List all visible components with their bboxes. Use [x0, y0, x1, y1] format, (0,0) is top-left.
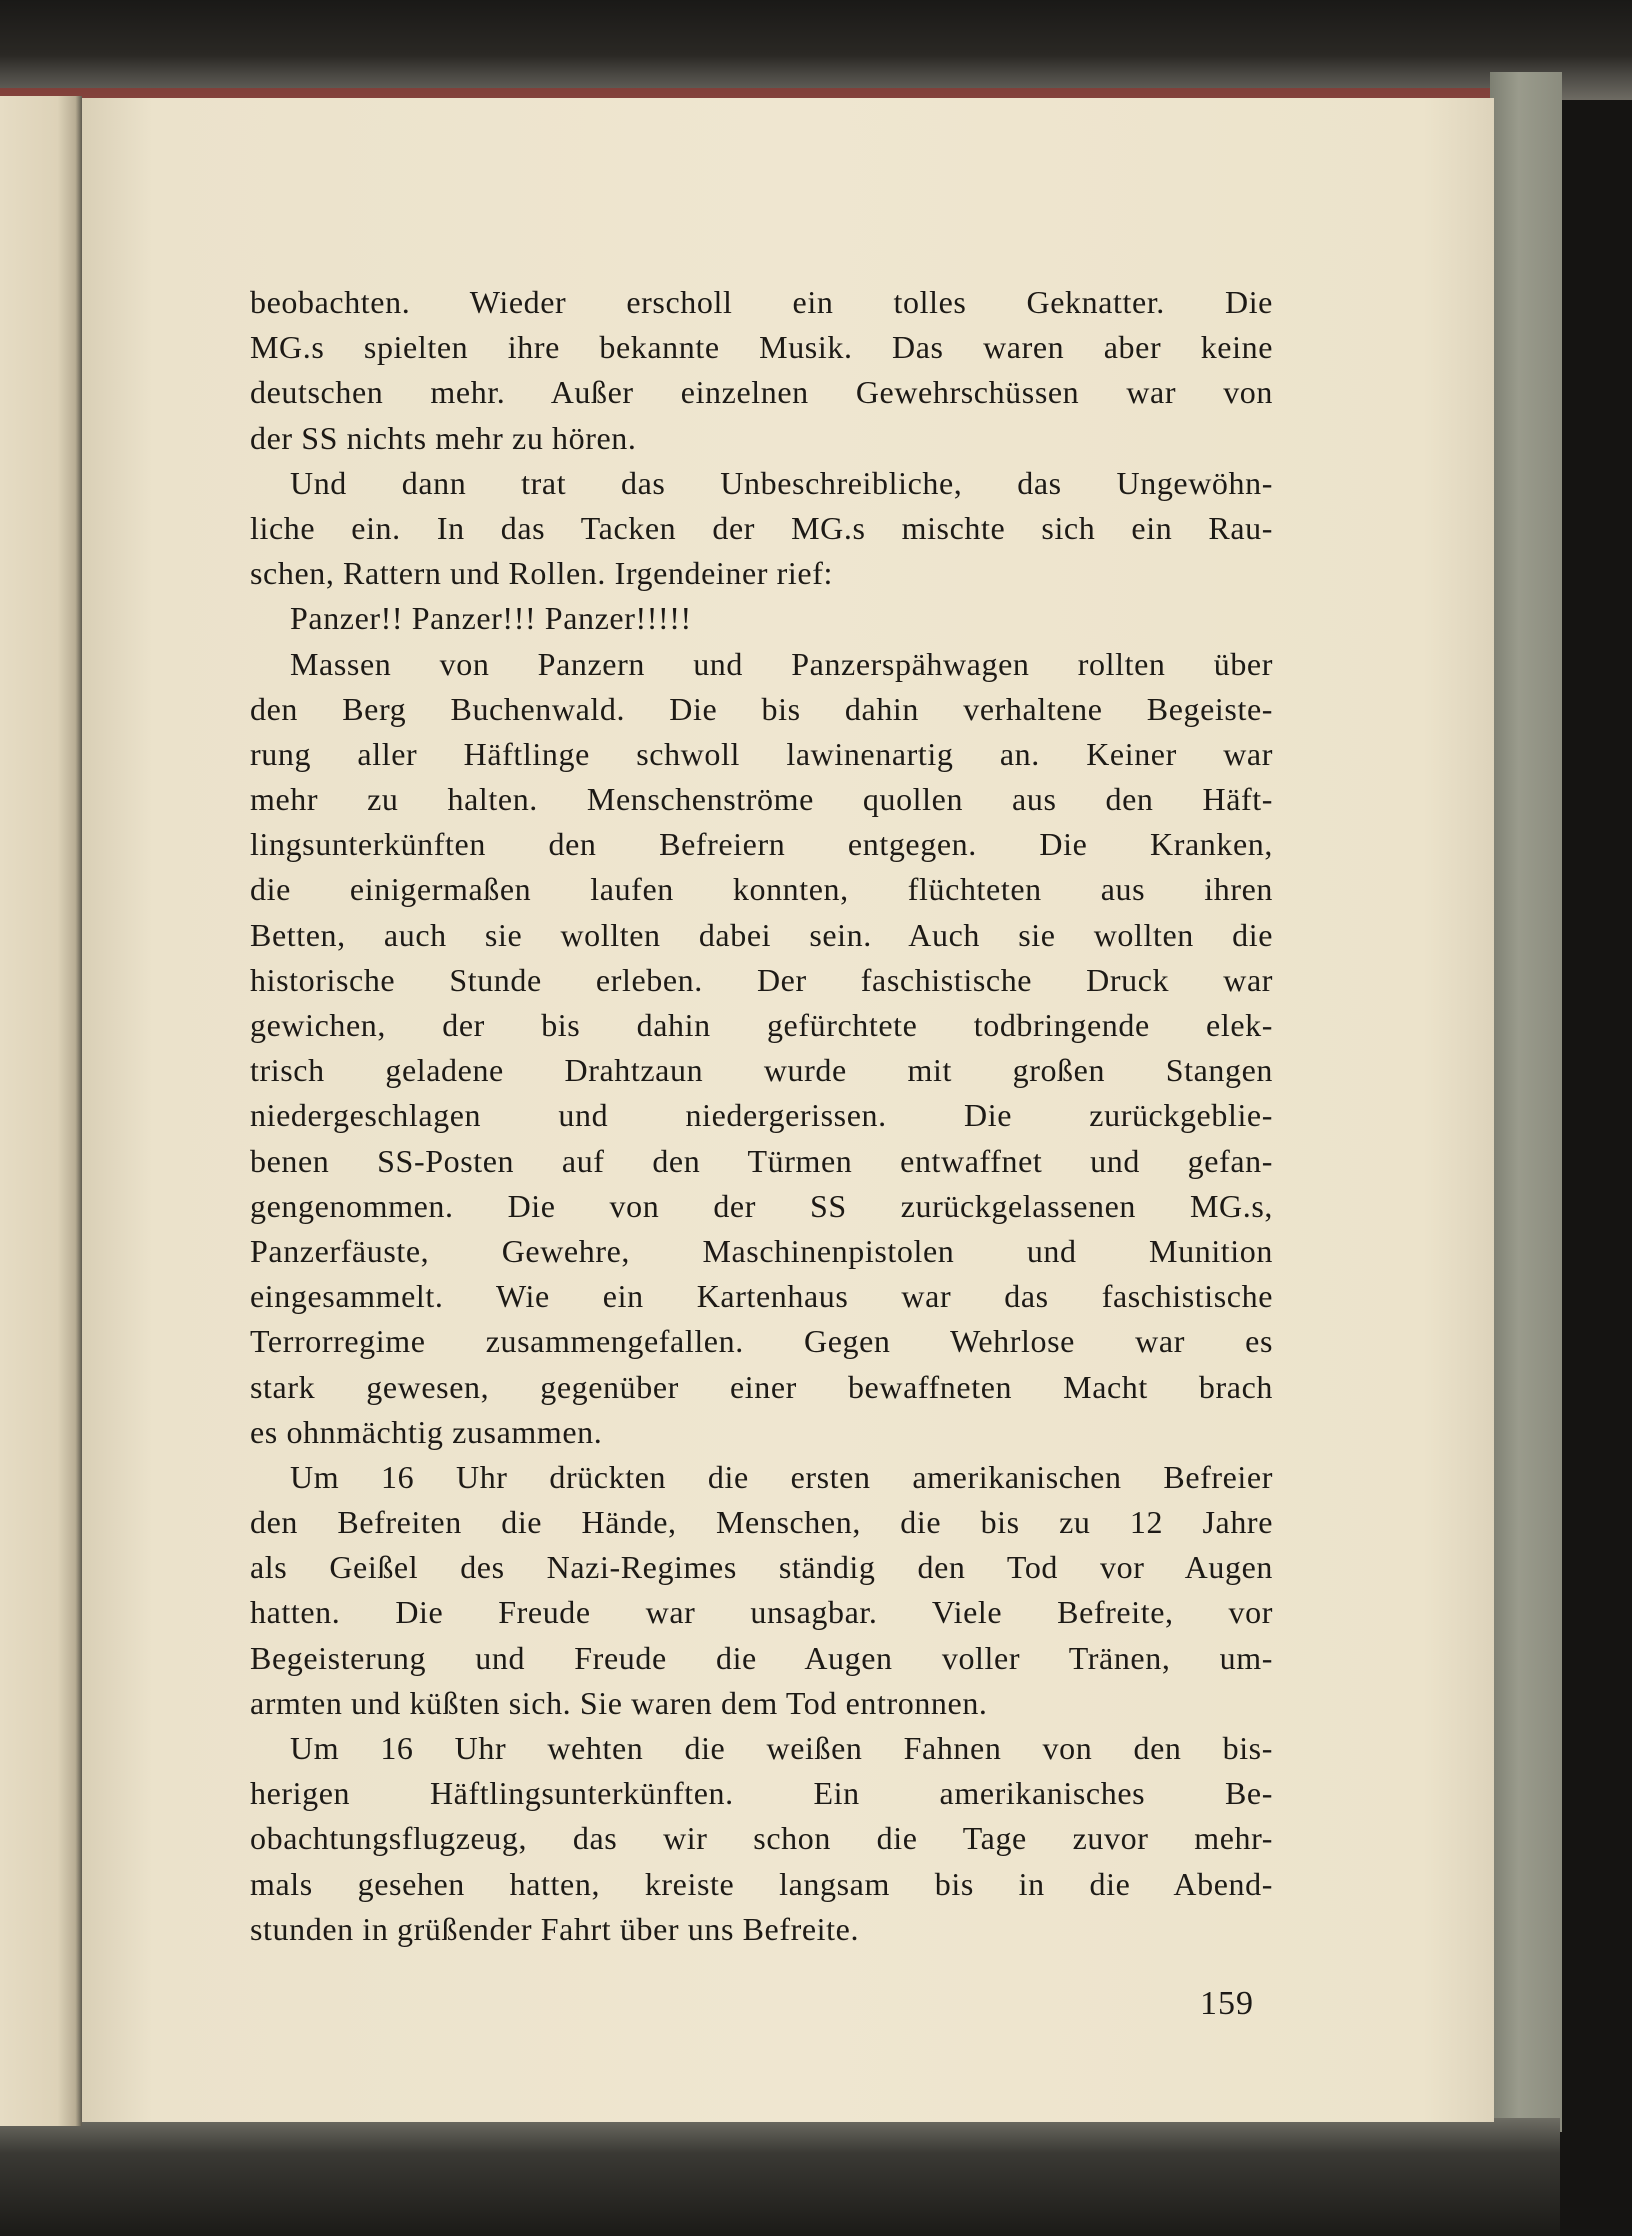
text-line: benen SS-Posten auf den Türmen entwaffnet und gefan-: [250, 1142, 1273, 1179]
facing-page-edge: [0, 96, 82, 2126]
text-line: Terrorregime zusammengefallen. Gegen Wehrlose war es: [250, 1323, 1273, 1360]
scan-background-bottom: [0, 2118, 1560, 2236]
text-line: historische Stunde erleben. Der faschistische Druck war: [250, 961, 1273, 998]
text-line: Betten, auch sie wollten dabei sein. Auch sie wollten die: [250, 916, 1273, 953]
text-line: trisch geladene Drahtzaun wurde mit großen Stangen: [250, 1052, 1273, 1089]
text-line: rung aller Häftlinge schwoll lawinenartig an. Keiner war: [250, 735, 1273, 772]
scan-background-top: [0, 0, 1632, 100]
text-line: als Geißel des Nazi-Regimes ständig den Tod vor Augen: [250, 1549, 1273, 1586]
text-line: obachtungsflugzeug, das wir schon die Tage zuvor mehr-: [250, 1820, 1273, 1857]
text-line: stunden in grüßender Fahrt über uns Befreite.: [250, 1910, 860, 1947]
text-line: den Berg Buchenwald. Die bis dahin verhaltene Begeiste-: [250, 690, 1273, 727]
text-line: Begeisterung und Freude die Augen voller Tränen, um-: [250, 1639, 1273, 1676]
text-line: es ohnmächtig zusammen.: [250, 1413, 603, 1450]
text-line: Panzerfäuste, Gewehre, Maschinenpistolen und Munition: [250, 1232, 1273, 1269]
page-number: 159: [1200, 1985, 1254, 2022]
text-line: liche ein. In das Tacken der MG.s mischte sich ein Rau-: [250, 509, 1273, 546]
text-line: Um 16 Uhr wehten die weißen Fahnen von den bis-: [290, 1730, 1273, 1766]
book-cover-board: [1490, 72, 1562, 2132]
text-line: niedergeschlagen und niedergerissen. Die zurückgeblie-: [250, 1097, 1273, 1134]
text-line: deutschen mehr. Außer einzelnen Gewehrschüssen war von: [250, 374, 1273, 411]
text-line: mehr zu halten. Menschenströme quollen aus den Häft-: [250, 781, 1273, 818]
text-line: armten und küßten sich. Sie waren dem Tod entronnen.: [250, 1684, 988, 1721]
text-line: gewichen, der bis dahin gefürchtete todbringende elek-: [250, 1007, 1273, 1043]
text-line: eingesammelt. Wie ein Kartenhaus war das faschistische: [250, 1278, 1273, 1315]
text-line: der SS nichts mehr zu hören.: [250, 419, 637, 456]
text-line: Und dann trat das Unbeschreibliche, das Ungewöhn-: [290, 464, 1273, 501]
text-line: beobachten. Wieder erscholl ein tolles Geknatter. Die: [250, 284, 1273, 320]
text-line: MG.s spielten ihre bekannte Musik. Das waren aber keine: [250, 329, 1273, 366]
text-line: hatten. Die Freude war unsagbar. Viele Befreite, vor: [250, 1594, 1273, 1631]
text-line: Um 16 Uhr drückten die ersten amerikanischen Befreier: [290, 1458, 1273, 1495]
cover-edge: [0, 88, 1500, 98]
text-line: Massen von Panzern und Panzerspähwagen rollten über: [290, 645, 1273, 682]
page-body-text: [250, 280, 1273, 1952]
text-line: den Befreiten die Hände, Menschen, die bis zu 12 Jahre: [250, 1504, 1273, 1541]
text-line: schen, Rattern und Rollen. Irgendeiner rief:: [250, 555, 833, 592]
text-line: mals gesehen hatten, kreiste langsam bis in die Abend-: [250, 1865, 1273, 1902]
text-line: stark gewesen, gegenüber einer bewaffneten Macht brach: [250, 1368, 1273, 1405]
text-line: die einigermaßen laufen konnten, flüchteten aus ihren: [250, 871, 1273, 908]
text-line: gengenommen. Die von der SS zurückgelassenen MG.s,: [250, 1187, 1273, 1224]
text-line: Panzer!! Panzer!!! Panzer!!!!!: [290, 600, 692, 637]
text-line: herigen Häftlingsunterkünften. Ein amerikanisches Be-: [250, 1775, 1273, 1812]
text-line: lingsunterkünften den Befreiern entgegen. Die Kranken,: [250, 826, 1273, 863]
